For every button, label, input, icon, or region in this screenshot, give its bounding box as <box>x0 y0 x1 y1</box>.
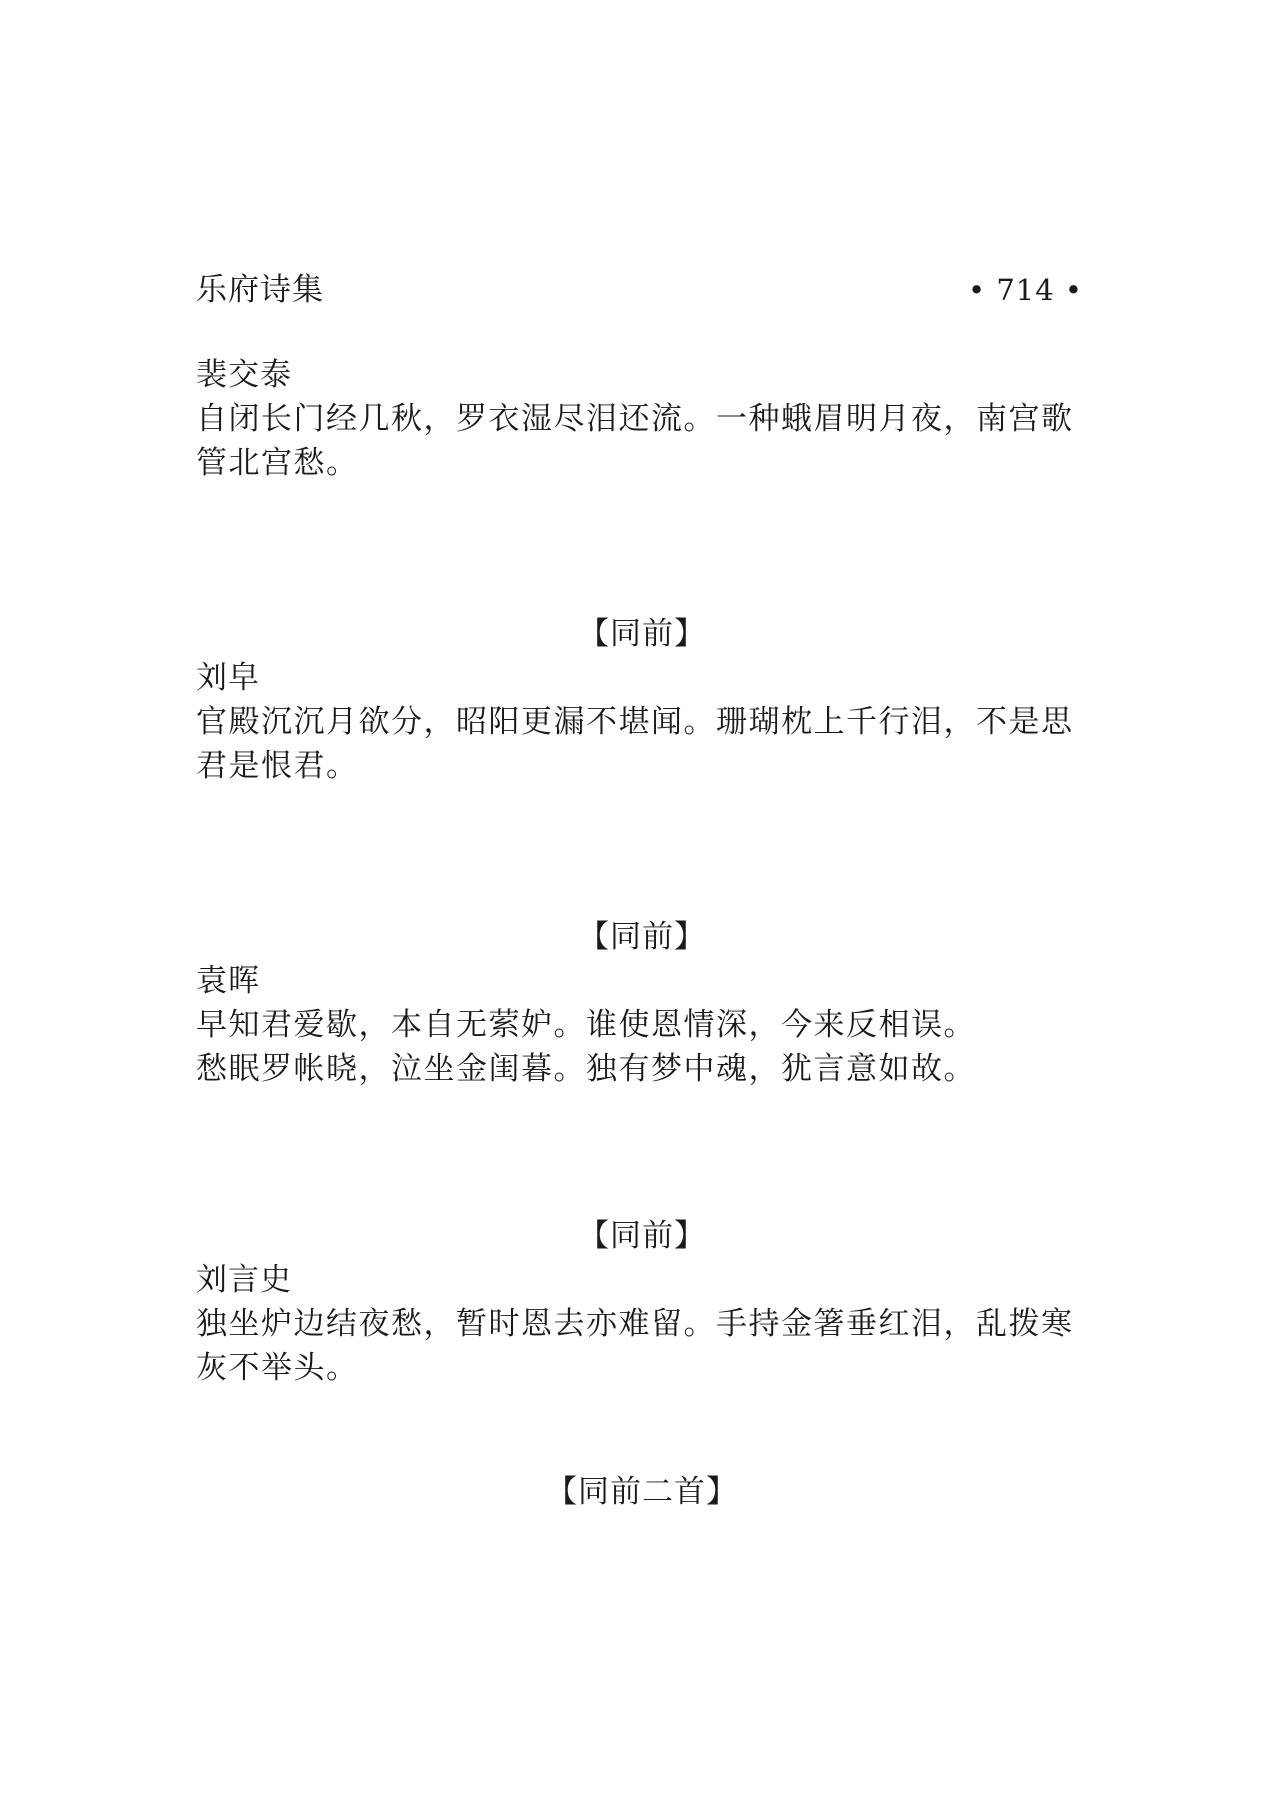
poem-line: 愁眠罗帐晓，泣坐金闺暮。独有梦中魂，犹言意如故。 <box>196 1051 976 1087</box>
poem-heading: 【同前】 <box>578 919 706 955</box>
poem-author: 袁晖 <box>196 963 260 999</box>
poem-line: 君是恨君。 <box>196 748 359 784</box>
poem-heading: 【同前二首】 <box>546 1474 738 1510</box>
poem-section <box>196 1214 1088 1390</box>
poem-line: 灰不举头。 <box>196 1350 359 1386</box>
poem-author: 裴交泰 <box>196 357 292 393</box>
poem-line: 官殿沉沉月欲分，昭阳更漏不堪闻。珊瑚枕上千行泪，不是思 <box>196 704 1074 740</box>
poem-line: 自闭长门经几秋，罗衣湿尽泪还流。一种蛾眉明月夜，南宫歌 <box>196 401 1074 437</box>
poem-line: 管北宫愁。 <box>196 445 359 481</box>
poem-heading: 【同前】 <box>578 1218 706 1254</box>
poem-section <box>196 915 1088 1091</box>
poem-section <box>196 353 1088 485</box>
poem-heading: 【同前】 <box>578 616 706 652</box>
poem-author: 刘皁 <box>196 660 260 696</box>
poem-section <box>196 612 1088 788</box>
poem-line: 独坐炉边结夜愁，暂时恩去亦难留。手持金箸垂红泪，乱拨寒 <box>196 1306 1074 1342</box>
book-title: 乐府诗集 <box>196 272 324 308</box>
poem-section <box>196 1470 1088 1514</box>
poem-line: 早知君爱歇，本自无萦妒。谁使恩情深，今来反相误。 <box>196 1007 976 1043</box>
poem-author: 刘言史 <box>196 1262 292 1298</box>
page-number: • 714 • <box>968 273 1083 307</box>
